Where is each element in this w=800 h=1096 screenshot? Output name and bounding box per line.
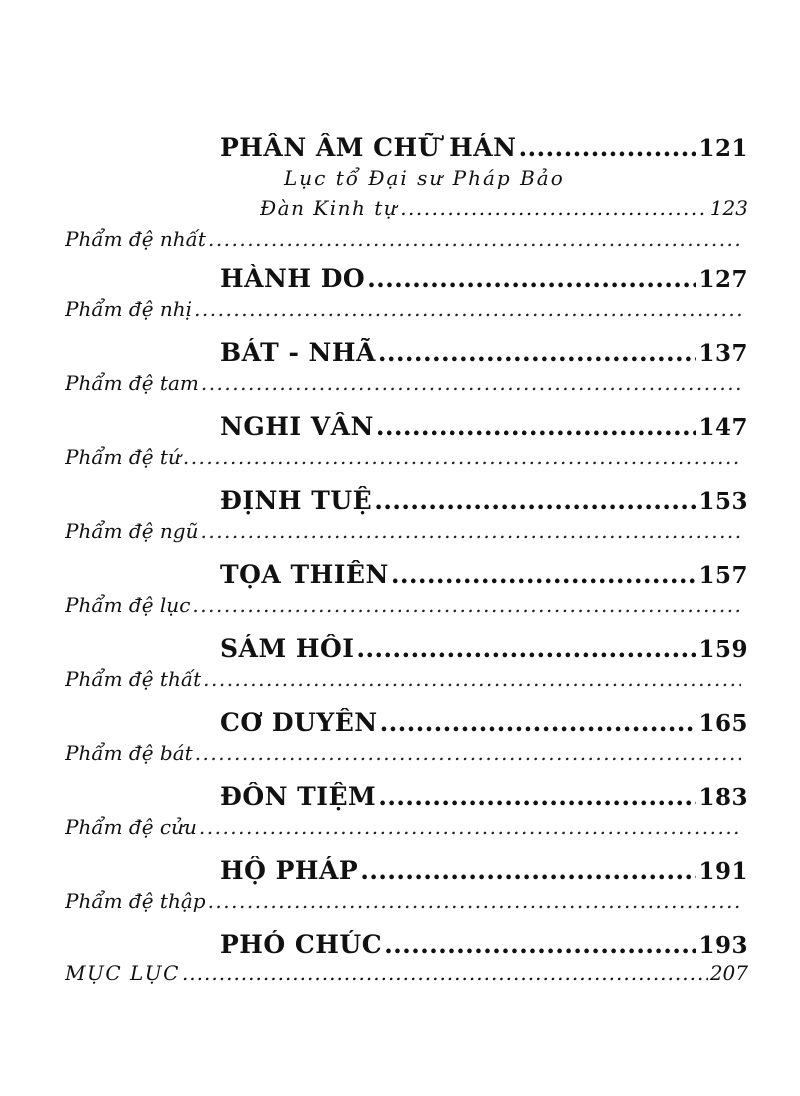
dot-leader — [183, 445, 741, 469]
toc-heading-title: NGHI VẤN — [220, 412, 374, 441]
toc-sub-entry — [65, 297, 743, 321]
toc-heading-page: 193 — [698, 932, 748, 959]
toc-heading-title: PHẦN ÂM CHỮ HÁN — [220, 133, 517, 162]
preface-page: 123 — [709, 196, 748, 220]
toc-heading-page: 159 — [698, 636, 748, 663]
toc-sub-entry — [65, 227, 743, 251]
toc-heading-title: SÁM HỐI — [220, 634, 355, 663]
toc-heading-phan-am-chu-han — [220, 133, 748, 162]
toc-heading-title: ĐỐN TIỆM — [220, 782, 377, 811]
toc-muc-luc-label: MỤC LỤC — [65, 961, 180, 985]
toc-sub-label: Phẩm đệ cửu — [65, 815, 197, 839]
toc-heading-title: HÀNH DO — [220, 264, 366, 293]
dot-leader — [194, 297, 741, 321]
toc-heading-title: PHÓ CHÚC — [220, 930, 383, 959]
toc-heading-title: CƠ DUYÊN — [220, 708, 378, 737]
dot-leader — [378, 782, 696, 811]
preface-title-line1: Lục tổ Đại sư Pháp Bảo — [284, 166, 565, 190]
dot-leader — [380, 708, 697, 737]
toc-sub-label: Phẩm đệ ngũ — [65, 519, 199, 543]
toc-muc-luc-entry — [65, 961, 748, 985]
dot-leader — [400, 196, 708, 220]
toc-sub-label: Phẩm đệ thất — [65, 667, 202, 691]
toc-sub-label: Phẩm đệ nhất — [65, 227, 206, 251]
dot-leader — [182, 961, 708, 985]
toc-muc-luc-page: 207 — [709, 961, 748, 985]
toc-heading-page: 121 — [698, 135, 748, 162]
preface-entry — [260, 196, 748, 220]
toc-sub-entry — [65, 371, 743, 395]
toc-heading-title: TỌA THIỀN — [220, 560, 389, 589]
toc-heading-page: 157 — [698, 562, 748, 589]
preface-title-line2: Đàn Kinh tự — [260, 196, 399, 220]
dot-leader — [195, 741, 741, 765]
toc-sub-label: Phẩm đệ nhị — [65, 297, 193, 321]
toc-heading-page: 137 — [698, 340, 748, 367]
toc-heading-page: 191 — [698, 858, 748, 885]
toc-heading-title: HỘ PHÁP — [220, 856, 359, 885]
toc-heading-entry — [220, 634, 748, 663]
toc-sub-label: Phẩm đệ bát — [65, 741, 193, 765]
dot-leader — [199, 815, 741, 839]
toc-sub-label: Phẩm đệ thập — [65, 889, 206, 913]
toc-sub-entry — [65, 741, 743, 765]
toc-sub-entry — [65, 889, 743, 913]
toc-sub-label: Phẩm đệ tứ — [65, 445, 181, 469]
dot-leader — [391, 560, 697, 589]
dot-leader — [360, 856, 696, 885]
toc-heading-title: BÁT - NHÃ — [220, 338, 376, 367]
toc-heading-entry — [220, 560, 748, 589]
dot-leader — [374, 486, 696, 515]
toc-sub-entry — [65, 593, 743, 617]
dot-leader — [208, 889, 741, 913]
toc-heading-entry — [220, 338, 748, 367]
toc-sub-entry — [65, 815, 743, 839]
dot-leader — [200, 519, 741, 543]
toc-heading-page: 147 — [698, 414, 748, 441]
toc-heading-entry — [220, 264, 748, 293]
toc-heading-entry — [220, 412, 748, 441]
dot-leader — [376, 412, 697, 441]
dot-leader — [203, 667, 741, 691]
toc-sub-label: Phẩm đệ tam — [65, 371, 199, 395]
toc-heading-entry — [220, 782, 748, 811]
dot-leader — [378, 338, 697, 367]
dot-leader — [367, 264, 696, 293]
toc-heading-page: 165 — [698, 710, 748, 737]
toc-sub-entry — [65, 667, 743, 691]
toc-heading-page: 153 — [698, 488, 748, 515]
dot-leader — [192, 593, 741, 617]
toc-heading-title: ĐỊNH TUỆ — [220, 486, 373, 515]
toc-heading-page: 183 — [698, 784, 748, 811]
toc-heading-page: 127 — [698, 266, 748, 293]
dot-leader — [208, 227, 741, 251]
dot-leader — [201, 371, 741, 395]
toc-heading-entry — [220, 856, 748, 885]
toc-heading-entry — [220, 930, 748, 959]
dot-leader — [356, 634, 696, 663]
toc-sub-entry — [65, 445, 743, 469]
toc-sub-label: Phẩm đệ lục — [65, 593, 191, 617]
dot-leader — [384, 930, 696, 959]
toc-heading-entry — [220, 486, 748, 515]
dot-leader — [519, 133, 697, 162]
toc-heading-entry — [220, 708, 748, 737]
toc-sub-entry — [65, 519, 743, 543]
